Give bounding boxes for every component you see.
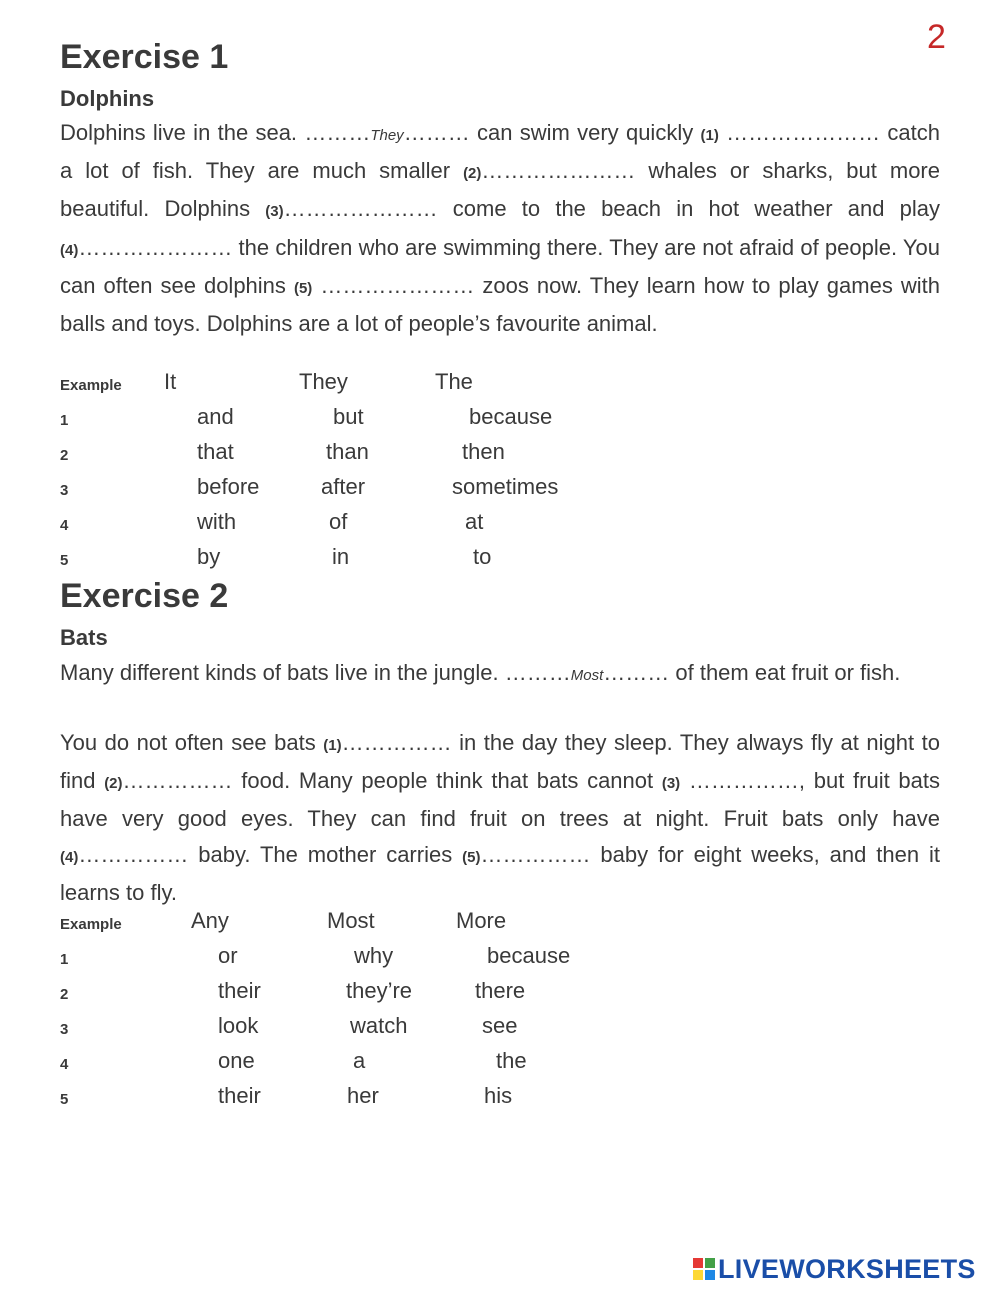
option-choice[interactable]: their (218, 978, 261, 1003)
gap-number: (5) (462, 848, 481, 866)
option-label: 1 (60, 951, 69, 968)
option-label: Example (60, 916, 122, 933)
option-choice[interactable]: that (197, 439, 234, 464)
option-choice[interactable]: the (496, 1048, 527, 1073)
option-row (60, 472, 760, 507)
option-choice[interactable]: More (456, 908, 507, 933)
exercise-1-title: Exercise 1 (60, 38, 229, 76)
option-row (60, 976, 760, 1011)
option-label: 1 (60, 412, 69, 429)
option-label: 5 (60, 552, 69, 569)
logo-text: LIVEWORKSHEETS (718, 1254, 976, 1284)
option-choice[interactable]: his (484, 1083, 513, 1108)
gap-number: (4) (60, 848, 79, 866)
option-row (60, 1046, 760, 1081)
option-choice[interactable]: because (469, 404, 553, 429)
example-answer: They (370, 127, 404, 144)
option-choice[interactable]: there (475, 978, 526, 1003)
exercise-2-title: Exercise 2 (60, 577, 229, 615)
option-choice[interactable]: her (347, 1083, 379, 1108)
option-label: 4 (60, 517, 69, 534)
option-choice[interactable]: They (299, 369, 348, 394)
option-choice[interactable]: then (462, 439, 505, 464)
page-number: 2 (927, 18, 946, 56)
option-row (60, 542, 760, 577)
exercise-2-passage: You do not often see bats (1)…………… in the day they sleep. They always fly at night to find (2)…………… food. Many people think that bats cannot (3) ……………, but fruit bats have very good eyes. They can find fruit on trees at night. Fruit bats only have (4)…………… baby. The mother carries (5)…………… baby for eight weeks, and then it learns to fly. (60, 730, 940, 905)
option-row (60, 402, 760, 437)
gap-number: (3) (661, 775, 681, 793)
example-answer: Most (570, 667, 604, 684)
option-choice[interactable]: by (197, 544, 221, 569)
option-choice[interactable]: Any (191, 908, 229, 933)
option-choice[interactable]: because (487, 943, 571, 968)
exercise-1-subtitle: Dolphins (60, 86, 155, 111)
option-choice[interactable]: after (321, 474, 366, 499)
option-choice[interactable]: before (197, 474, 260, 499)
option-choice[interactable]: at (465, 509, 484, 534)
option-row (60, 941, 760, 976)
option-choice[interactable]: than (326, 439, 369, 464)
option-choice[interactable]: The (435, 369, 473, 394)
liveworksheets-logo-icon (693, 1258, 715, 1280)
gap-number: (5) (293, 279, 313, 297)
option-label: 3 (60, 482, 69, 499)
option-choice[interactable]: sometimes (452, 474, 559, 499)
option-row (60, 437, 760, 472)
option-choice[interactable]: they’re (346, 978, 413, 1003)
option-label: 2 (60, 986, 69, 1003)
option-choice[interactable]: in (332, 544, 350, 569)
option-choice[interactable]: why (354, 943, 394, 968)
option-row (60, 507, 760, 542)
option-choice[interactable]: their (218, 1083, 261, 1108)
option-row (60, 1081, 760, 1116)
option-choice[interactable]: but (333, 404, 364, 429)
option-choice[interactable]: one (218, 1048, 255, 1073)
option-row (60, 1011, 760, 1046)
option-choice[interactable]: with (197, 509, 237, 534)
option-choice[interactable]: a (353, 1048, 366, 1073)
option-choice[interactable]: see (482, 1013, 518, 1038)
option-label: 4 (60, 1056, 69, 1073)
gap-number: (1) (323, 737, 342, 754)
option-choice[interactable]: It (164, 369, 177, 394)
option-label: 2 (60, 447, 69, 464)
option-choice[interactable]: Most (327, 908, 375, 933)
exercise-2-subtitle: Bats (60, 625, 108, 650)
option-choice[interactable]: or (218, 943, 238, 968)
option-row-example (60, 367, 760, 402)
option-row-example (60, 906, 760, 941)
gap-number: (4) (60, 241, 79, 259)
option-choice[interactable]: of (329, 509, 348, 534)
gap-number: (1) (700, 127, 719, 144)
gap-number: (2) (104, 775, 123, 793)
gap-number: (2) (463, 165, 482, 183)
exercise-2-passage-intro: Many different kinds of bats live in the jungle. ………Most……… of them eat fruit or fish. (60, 660, 901, 685)
exercise-1-passage: Dolphins live in the sea. ………They……… can swim very quickly (1) ………………… catch a lot of fish. They are much smaller (2)………………… whales or sharks, but more beautiful. Dolphins (3)………………… come to the beach in hot weather and play (4)………………… the children who are swimming there. They are not afraid of people. You can often see dolphins (5) ………………… zoos now. They learn how to play games with balls and toys. Dolphins are a lot of people’s favourite animal. (60, 120, 941, 337)
option-label: 5 (60, 1091, 69, 1108)
option-label: Example (60, 377, 122, 394)
gap-number: (3) (265, 203, 284, 221)
option-label: 3 (60, 1021, 69, 1038)
option-choice[interactable]: to (473, 544, 492, 569)
option-choice[interactable]: watch (350, 1013, 408, 1038)
option-choice[interactable]: and (197, 404, 234, 429)
option-choice[interactable]: look (218, 1013, 259, 1038)
